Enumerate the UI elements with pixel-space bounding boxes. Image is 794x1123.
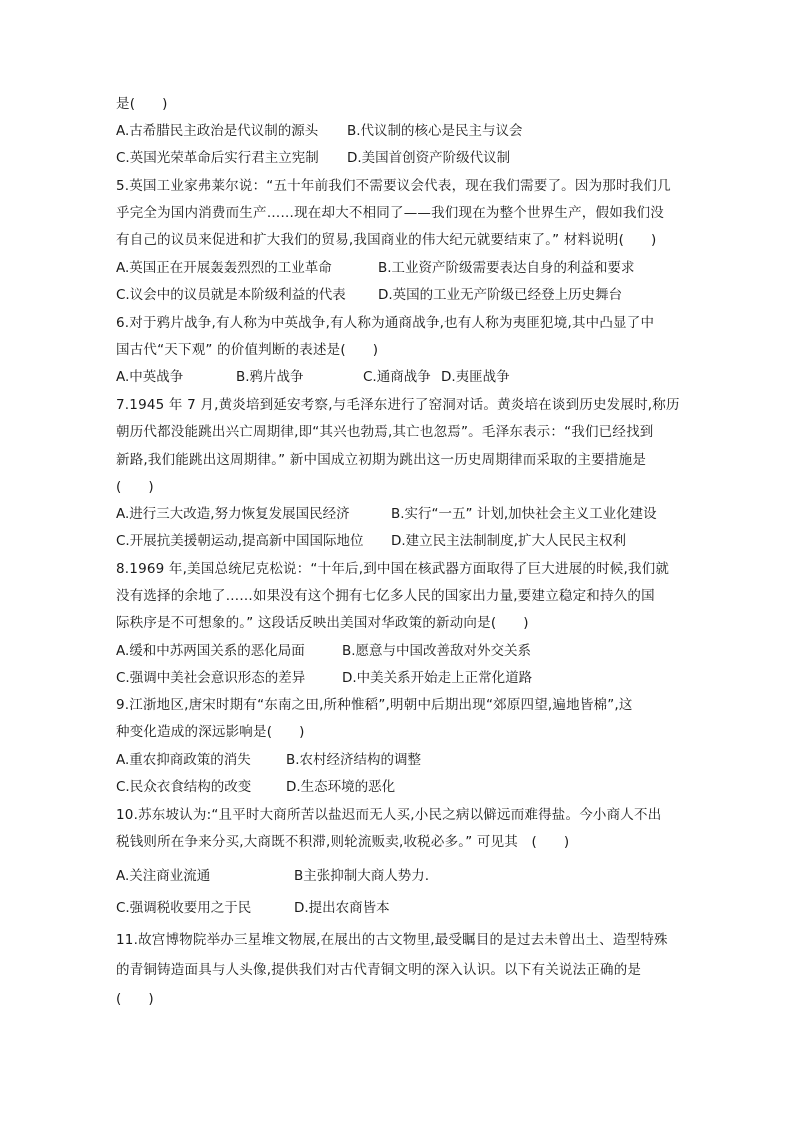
- q8-options-row-2: [116, 668, 533, 688]
- q11-stem-line: 的青铜铸造面具与人头像,提供我们对古代青铜文明的深入认识。以下有关说法正确的是: [116, 962, 642, 978]
- q9-option-b: B.农村经济结构的调整: [286, 752, 422, 768]
- q6-option-c: C.通商战争: [363, 369, 431, 385]
- q6-option-a: A.中英战争: [116, 369, 184, 385]
- q6-option-d: D.夷匪战争: [441, 369, 510, 385]
- q8-stem-line: 际秩序是不可想象的。” 这段话反映出美国对华政策的新动向是( ): [116, 615, 529, 631]
- q10-option-c: C.强调税收要用之于民: [116, 900, 252, 916]
- q9-stem-line: 种变化造成的深远影响是( ): [116, 724, 305, 740]
- q9-option-a: A.重农抑商政策的消失: [116, 752, 251, 768]
- q8-options-row-1: [116, 641, 532, 661]
- q5-stem-line: 有自己的议员来促进和扩大我们的贸易,我国商业的伟大纪元就要结束了。” 材料说明( ): [116, 232, 657, 248]
- q7-stem-line: 新路,我们能跳出这周期律。” 新中国成立初期为跳出这一历史周期律而采取的主要措施是: [116, 452, 647, 468]
- q5-option-d: D.英国的工业无产阶级已经登上历史舞台: [378, 287, 623, 303]
- q5-stem-line: 5.英国工业家弗莱尔说：“五十年前我们不需要议会代表，现在我们需要了。因为那时我们几: [116, 178, 671, 194]
- q10-stem-line: 10.苏东坡认为:“且平时大商所苦以盐迟而无人买,小民之病以僻远而难得盐。今小商人不出: [116, 807, 662, 823]
- q11-stem-line: 11.故宫博物院举办三星堆文物展,在展出的古文物里,最受瞩目的是过去未曾出土、造型特殊: [116, 932, 668, 948]
- q5-option-b: B.工业资产阶级需要表达自身的利益和要求: [378, 260, 635, 276]
- q10-options-row-2: [116, 898, 390, 918]
- q8-option-c: C.强调中美社会意识形态的差异: [116, 670, 306, 686]
- q4-option-b: B.代议制的核心是民主与议会: [347, 123, 523, 139]
- q6-stem-line: 6.对于鸦片战争,有人称为中英战争,有人称为通商战争,也有人称为夷匪犯境,其中凸显了中: [116, 315, 655, 331]
- q8-stem-line: 没有选择的余地了……如果没有这个拥有七亿多人民的国家出力量,要建立稳定和持久的国: [116, 588, 655, 604]
- q9-option-c: C.民众衣食结构的改变: [116, 779, 252, 795]
- q10-option-d: D.提出农商皆本: [294, 900, 390, 916]
- q4-option-a: A.古希腊民主政治是代议制的源头: [116, 123, 319, 139]
- q7-stem-line: ( ): [116, 479, 154, 495]
- q7-option-d: D.建立民主法制制度,扩大人民民主权利: [391, 533, 626, 549]
- q7-stem-line: 7.1945 年 7 月,黄炎培到延安考察,与毛泽东进行了窑洞对话。黄炎培在谈到历史发展时,称历: [116, 397, 680, 413]
- q4-options-row-2: [116, 148, 511, 168]
- q7-option-a: A.进行三大改造,努力恢复发展国民经济: [116, 506, 350, 522]
- q10-option-b: B主张抑制大商人势力.: [294, 868, 430, 884]
- q7-option-c: C.开展抗美援朝运动,提高新中国国际地位: [116, 533, 364, 549]
- q4-options-row-1: [116, 121, 523, 141]
- q5-stem-line: 乎完全为国内消费而生产……现在却大不相同了——我们现在为整个世界生产，假如我们没: [116, 205, 664, 221]
- q5-options-row-1: [116, 258, 635, 278]
- q4-option-d: D.美国首创资产阶级代议制: [347, 150, 511, 166]
- q7-options-row-1: [116, 504, 657, 524]
- q4-option-c: C.英国光荣革命后实行君主立宪制: [116, 150, 319, 166]
- q10-option-a: A.关注商业流通: [116, 868, 211, 884]
- q6-stem-line: 国古代“天下观” 的价值判断的表述是( ): [116, 342, 379, 358]
- q8-stem-line: 8.1969 年,美国总统尼克松说：“十年后,到中国在核武器方面取得了巨大进展的时候,我们就: [116, 561, 670, 577]
- q10-options-row-1: [116, 866, 430, 886]
- q7-options-row-2: [116, 531, 626, 551]
- q4-stem-tail: 是( ): [116, 96, 168, 112]
- q10-stem-line: 税钱则所在争来分买,大商既不积滞,则轮流贩卖,收税必多。” 可见其 ( ): [116, 834, 570, 850]
- q5-options-row-2: [116, 285, 623, 305]
- q9-stem-line: 9.江浙地区,唐宋时期有“东南之田,所种惟稻”,明朝中后期出现“郊原四望,遍地皆棉”,这: [116, 697, 633, 713]
- q9-options-row-1: [116, 750, 422, 770]
- q8-option-a: A.缓和中苏两国关系的恶化局面: [116, 643, 305, 659]
- q8-option-d: D.中美关系开始走上正常化道路: [342, 670, 533, 686]
- q11-stem-line: ( ): [116, 991, 154, 1007]
- q6-options-row: [116, 367, 510, 387]
- q9-option-d: D.生态环境的恶化: [286, 779, 396, 795]
- q5-option-c: C.议会中的议员就是本阶级利益的代表: [116, 287, 346, 303]
- q8-option-b: B.愿意与中国改善敌对外交关系: [342, 643, 532, 659]
- q7-stem-line: 朝历代都没能跳出兴亡周期律,即“其兴也勃焉,其亡也忽焉”。毛泽东表示：“我们已经找到: [116, 424, 654, 440]
- q9-options-row-2: [116, 777, 396, 797]
- q5-option-a: A.英国正在开展轰轰烈烈的工业革命: [116, 260, 332, 276]
- q6-option-b: B.鸦片战争: [236, 369, 304, 385]
- q7-option-b: B.实行“一五” 计划,加快社会主义工业化建设: [391, 506, 657, 522]
